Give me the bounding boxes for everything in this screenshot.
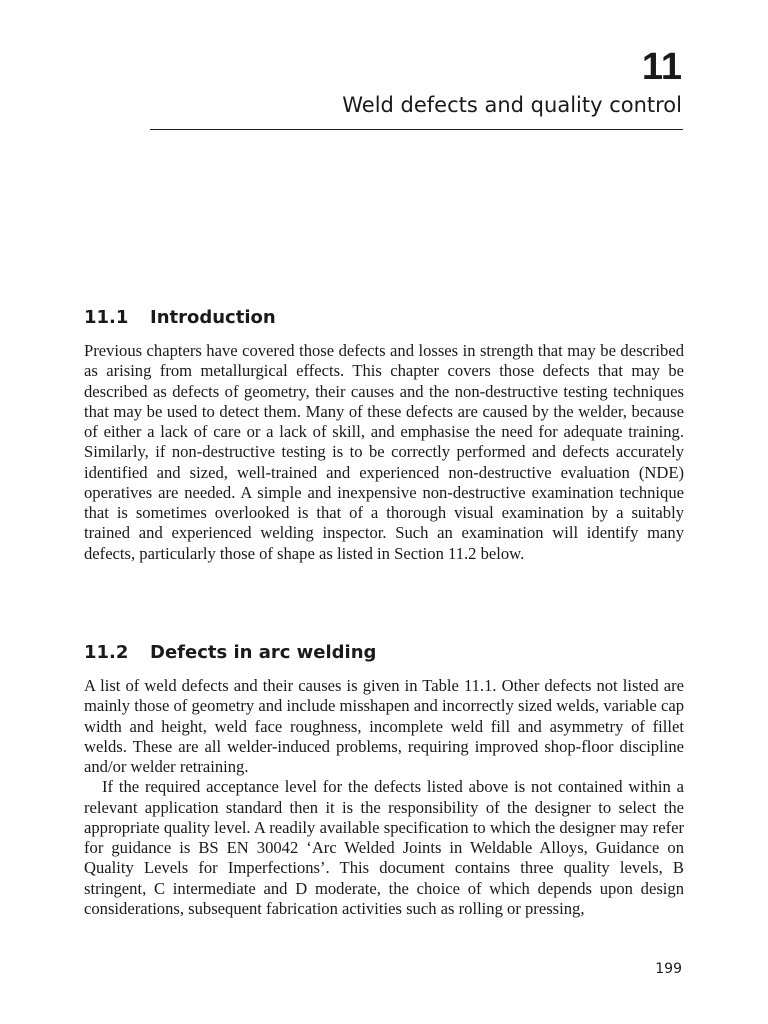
section-body-introduction (84, 341, 684, 564)
chapter-number: 11 (641, 46, 682, 88)
section-number: 11.2 (84, 642, 129, 663)
section-heading-defects-in-arc-welding (84, 640, 684, 666)
paragraph: A list of weld defects and their causes is given in Table 11.1. Other defects not listed are mainly those of geometry and include misshapen and incorrectly sized welds, variable cap width and height, weld face roughness, incomplete weld fill and asymmetry of fillet welds. These are all welder-induced problems, requiring improved shop-floor discipline and/or welder retraining. (84, 676, 684, 776)
chapter-title: Weld defects and quality control (342, 93, 682, 117)
section-number: 11.1 (84, 307, 129, 328)
chapter-title-rule (150, 129, 683, 130)
section-body-defects-in-arc-welding (84, 676, 684, 919)
section-title: Defects in arc welding (150, 642, 377, 663)
section-title: Introduction (150, 307, 276, 328)
page-number: 199 (655, 961, 682, 977)
section-heading-introduction (84, 305, 684, 331)
paragraph: If the required acceptance level for the defects listed above is not contained within a relevant application standard then it is the responsibility of the designer to select the appropriate quality level. A readily available specification to which the designer may refer for guidance is BS EN 30042 ‘Arc Welded Joints in Weldable Alloys, Guidance on Quality Levels for Imperfections’. This document contains three quality levels, B stringent, C intermediate and D moderate, the choice of which depends upon design considerations, subsequent fabrication activities such as rolling or pressing, (84, 777, 684, 918)
paragraph: Previous chapters have covered those defects and losses in strength that may be described as arising from metallurgical effects. This chapter covers those defects that may be described as defects of geometry, their causes and the non-destructive testing techniques that may be used to detect them. Many of these defects are caused by the welder, because of either a lack of care or a lack of skill, and emphasise the need for adequate training. Similarly, if non-destructive testing is to be correctly performed and defects accurately identified and sized, well-trained and experienced non-destructive evaluation (NDE) operatives are needed. A simple and inexpensive non-destructive examination technique that is sometimes overlooked is that of a thorough visual examination by a suitably trained and experienced welding inspector. Such an examination will identify many defects, particularly those of shape as listed in Section 11.2 below. (84, 341, 684, 563)
